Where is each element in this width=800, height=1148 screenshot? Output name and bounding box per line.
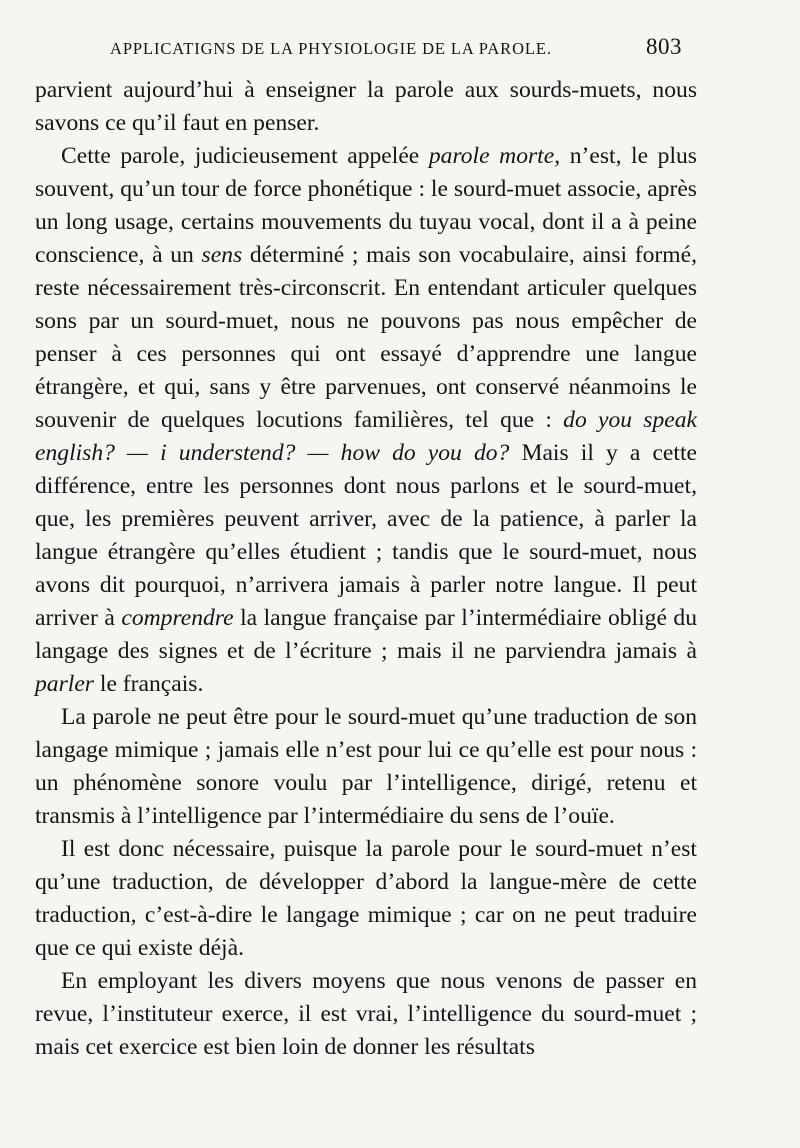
paragraph (35, 74, 697, 140)
text-run: la langue française par l’intermédiaire obligé du langage des signes et de l’écriture ; mais il ne parviendra jamais à (35, 605, 698, 664)
paragraph (35, 140, 697, 701)
paragraph (35, 701, 697, 833)
page-number: 803 (646, 34, 682, 59)
italic-run: comprendre (121, 605, 234, 631)
text-run: Il est donc nécessaire, puisque la parole pour le sourd-muet n’est qu’une traduction, de développer d’abord la langue-mère de cette traduction, c’est-à-dire le langage mimique ; car on ne peut traduire que ce qui existe déjà. (35, 836, 697, 961)
italic-run: parole morte (428, 143, 555, 169)
italic-run: parler (35, 671, 94, 697)
text-run: parvient aujourd’hui à enseigner la parole aux sourds-muets, nous savons ce qu’il faut en penser. (35, 77, 697, 136)
paragraph (35, 833, 697, 965)
text-run: En employant les divers moyens que nous venons de passer en revue, l’instituteur exerce, il est vrai, l’intelligence du sourd-muet ; mais cet exercice est bien loin de donner les résultats (35, 968, 697, 1060)
text-run: La parole ne peut être pour le sourd-muet qu’une traduction de son langage mimique ; jamais elle n’est pour lui ce qu’elle est pour nous : un phénomène sonore voulu par l’intelligence, dirigé, retenu et transmis à l’intelligence par l’intermédiaire du sens de l’ouïe. (35, 704, 697, 829)
running-head: APPLICATIGNS DE LA PHYSIOLOGIE DE LA PAROLE. (110, 39, 552, 58)
text-run: le français. (93, 671, 204, 697)
paragraph (35, 965, 697, 1064)
text-run: , n’est, le plus souvent, qu’un tour de force phonétique : le sourd-muet associe, après un long usage, certains mouvements du tuyau vocal, dont il a à peine conscience, à un (35, 143, 697, 268)
body-text (35, 74, 697, 1064)
italic-run: do you speak english? — i understend? — how do you do? (35, 407, 697, 466)
italic-run: sens (201, 242, 243, 268)
page-header (110, 34, 682, 64)
text-run: déterminé ; mais son vocabulaire, ainsi formé, reste nécessairement très-circonscrit. En entendant articuler quelques sons par un sourd-muet, nous ne pouvons pas nous empêcher de penser à ces personnes qui ont essayé d’apprendre une langue étrangère, et qui, sans y être parvenues, ont conservé néanmoins le souvenir de quelques locutions familières, tel que : (35, 242, 697, 433)
text-run: Cette parole, judicieusement appelée (61, 143, 429, 169)
text-run: Mais il y a cette différence, entre les personnes dont nous parlons et le sourd-muet, que, les premières peuvent arriver, avec de la patience, à parler la langue étrangère qu’elles étudient ; tandis que le sourd-muet, nous avons dit pourquoi, n’arrivera jamais à parler notre langue. Il peut arriver à (35, 440, 697, 631)
